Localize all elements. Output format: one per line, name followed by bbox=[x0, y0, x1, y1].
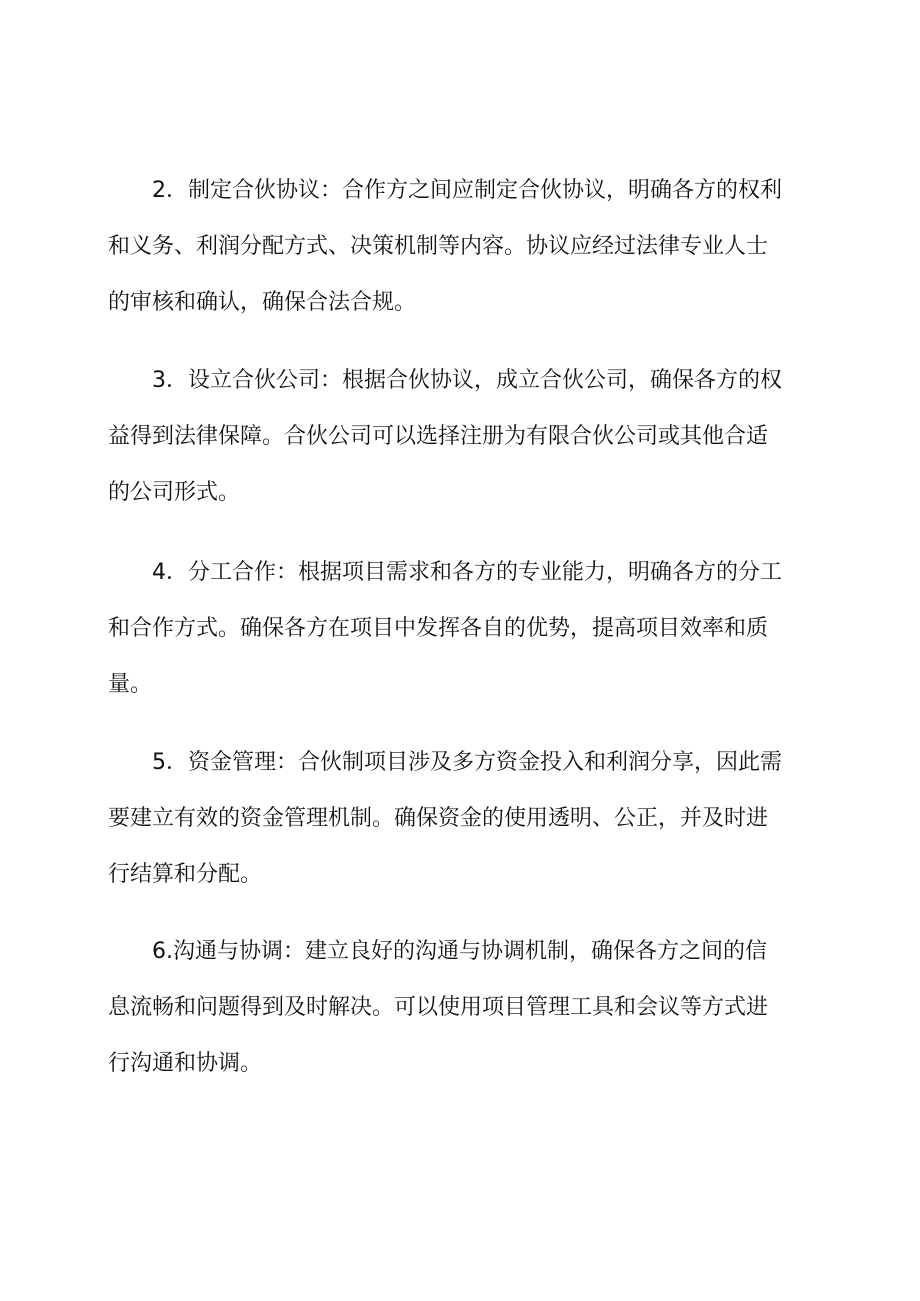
paragraph-line: 量。 bbox=[108, 672, 153, 697]
paragraph-line: 行结算和分配。 bbox=[108, 862, 263, 887]
paragraph-item-2 bbox=[108, 163, 808, 331]
paragraph-item-3 bbox=[108, 353, 808, 521]
paragraph-line: 3．设立合伙公司：根据合伙协议，成立合伙公司，确保各方的权 bbox=[152, 368, 782, 393]
paragraph-item-5 bbox=[108, 735, 808, 903]
paragraph-line: 息流畅和问题得到及时解决。可以使用项目管理工具和会议等方式进 bbox=[108, 995, 769, 1020]
paragraph-line: 4．分工合作：根据项目需求和各方的专业能力，明确各方的分工 bbox=[152, 560, 782, 585]
paragraph-line: 要建立有效的资金管理机制。确保资金的使用透明、公正，并及时进 bbox=[108, 806, 769, 831]
paragraph-line: 5．资金管理：合伙制项目涉及多方资金投入和利润分享，因此需 bbox=[152, 750, 782, 775]
paragraph-line: 6.沟通与协调：建立良好的沟通与协调机制，确保各方之间的信 bbox=[152, 939, 767, 964]
paragraph-line: 和义务、利润分配方式、决策机制等内容。协议应经过法律专业人士 bbox=[108, 234, 769, 259]
paragraph-line: 的审核和确认，确保合法合规。 bbox=[108, 290, 417, 315]
paragraph-item-6 bbox=[108, 924, 808, 1092]
paragraph-line: 的公司形式。 bbox=[108, 480, 241, 505]
paragraph-line: 益得到法律保障。合伙公司可以选择注册为有限合伙公司或其他合适 bbox=[108, 424, 769, 449]
paragraph-line: 和合作方式。确保各方在项目中发挥各自的优势，提高项目效率和质 bbox=[108, 616, 769, 641]
paragraph-line: 2．制定合伙协议：合作方之间应制定合伙协议，明确各方的权利 bbox=[152, 178, 782, 203]
paragraph-item-4 bbox=[108, 545, 808, 713]
paragraph-line: 行沟通和协调。 bbox=[108, 1051, 263, 1076]
